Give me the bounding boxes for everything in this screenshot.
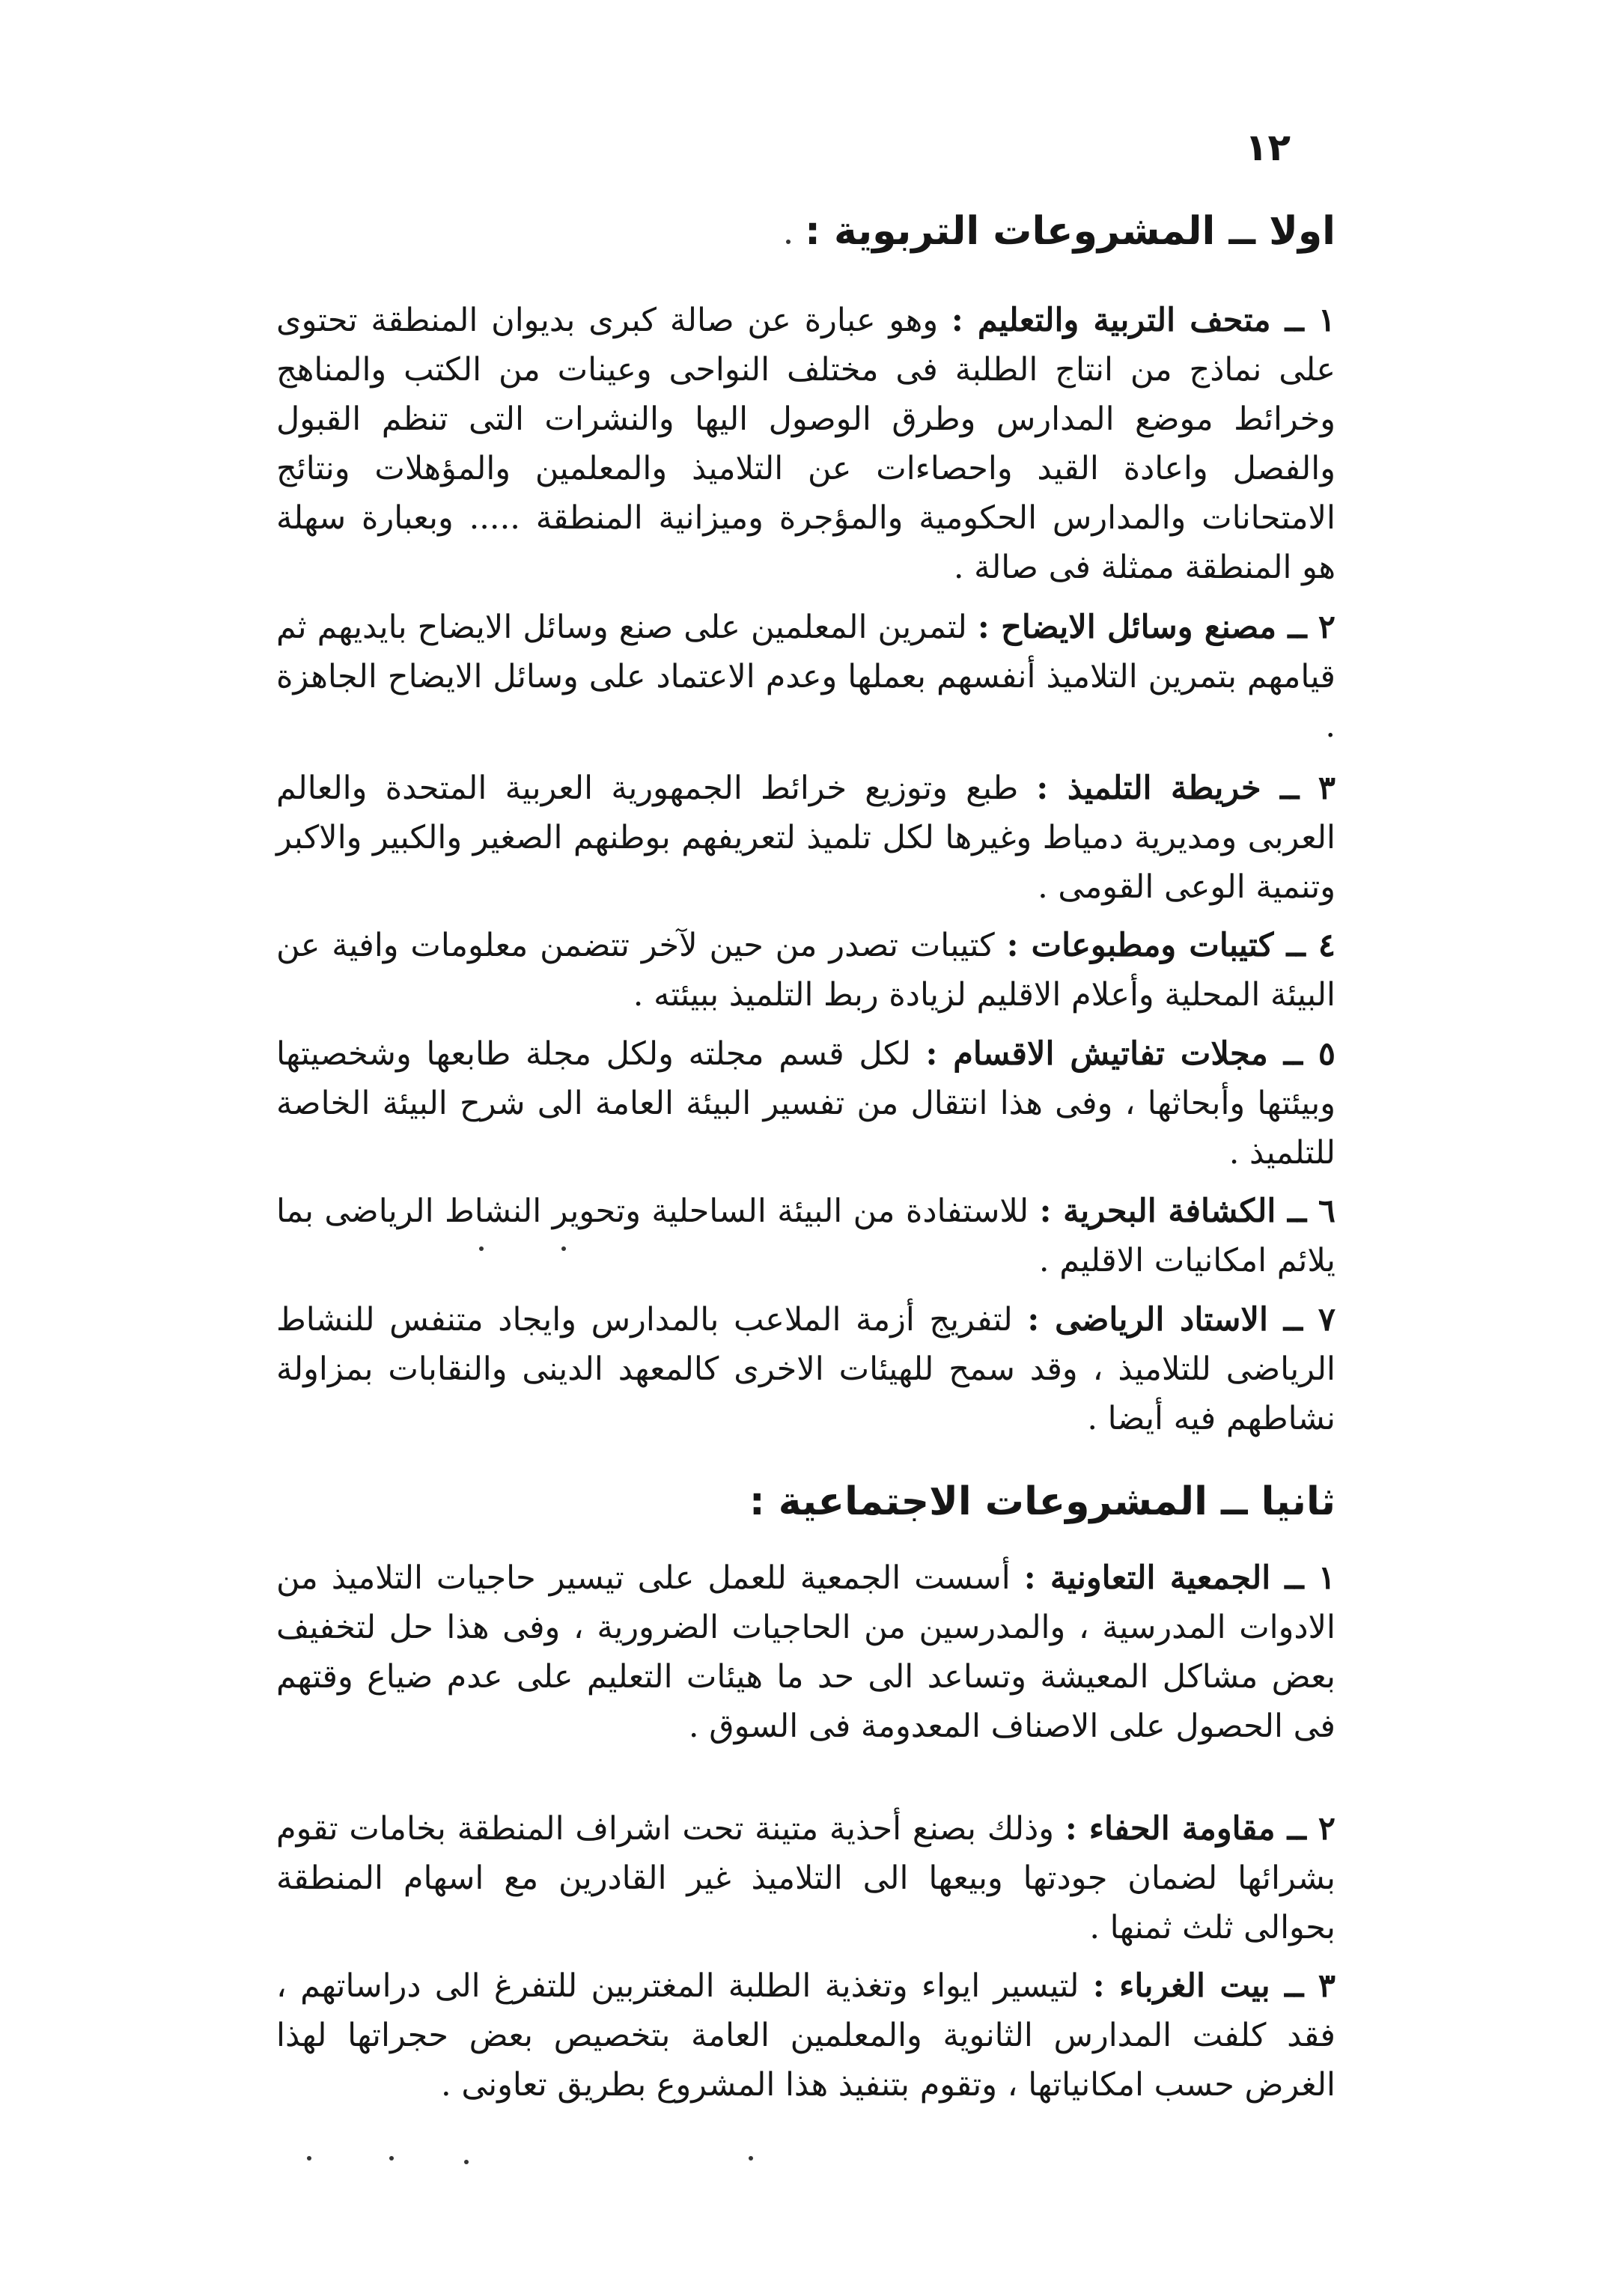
scan-speck (479, 1246, 484, 1251)
paragraph-teaching-aids-factory (276, 603, 1336, 751)
page-number: ١٢ (1244, 126, 1291, 169)
item-label: ١ ــ الجمعية التعاونية : (1023, 1559, 1336, 1597)
paragraph-cooperative-society (276, 1553, 1336, 1751)
scan-speck (561, 1246, 566, 1251)
item-label: ٤ ــ كتيبات ومطبوعات : (1006, 927, 1336, 964)
item-label: ٧ ــ الاستاد الرياضى : (1027, 1301, 1336, 1339)
paragraph-education-museum (276, 296, 1336, 592)
item-label: ٣ ــ بيت الغرباء : (1092, 1967, 1336, 2005)
item-text: كتيبات تصدر من حين لآخر تتضمن معلومات وافية عن البيئة المحلية وأعلام الاقليم لزيادة ربط التلميذ ببيئته . (276, 927, 1336, 1014)
scan-speck (307, 2156, 311, 2161)
scan-speck (464, 2160, 469, 2164)
paragraph-sea-scouts (276, 1187, 1336, 1285)
item-text: وذلك بصنع أحذية متينة تحت اشراف المنطقة بخامات تقوم بشرائها لضمان جودتها وبيعها الى التلاميذ غير القادرين مع اسهام المنطقة بحوالى ثلث ثمنها . (276, 1810, 1336, 1946)
item-label: ٢ ــ مصنع وسائل الايضاح : (977, 609, 1336, 646)
paragraph-barefoot-campaign (276, 1804, 1336, 1952)
paragraph-sports-stadium (276, 1295, 1336, 1443)
item-text: وهو عبارة عن صالة كبرى بديوان المنطقة تحتوى على نماذج من انتاج الطلبة فى مختلف النواحى وعينات من الكتب والمناهج وخرائط موضع المدارس وطرق الوصول اليها والنشرات التى تنظم القبول والفصل واعادة القيد واحصاءات عن التلاميذ والمعلمين والمؤهلات ونتائج الامتحانات والمدارس الحكومية والمؤجرة وميزانية المنطقة ..... وبعبارة سهلة هو المنطقة ممثلة فى صالة . (276, 302, 1336, 586)
scan-speck (786, 240, 791, 244)
item-label: ٣ ــ خريطة التلميذ : (1036, 770, 1336, 807)
item-label: ١ ــ متحف التربية والتعليم : (951, 302, 1336, 339)
section-heading-educational: اولا ــ المشروعات التربوية : (805, 209, 1336, 254)
section-heading-social: ثانيا ــ المشروعات الاجتماعية : (749, 1479, 1336, 1524)
paragraph-inspection-magazines (276, 1029, 1336, 1178)
item-text: أسست الجمعية للعمل على تيسير حاجيات التلاميذ من الادوات المدرسية ، والمدرسين من الحاجيات الضرورية ، وفى هذا حل لتخفيف بعض مشاكل المعيشة وتساعد الى حد ما هيئات التعليم على عدم ضياع وقتهم فى الحصول على الاصناف المعدومة فى السوق . (276, 1559, 1336, 1745)
item-text: لكل قسم مجلته ولكل مجلة طابعها وشخصيتها وبيئتها وأبحاثها ، وفى هذا انتقال من تفسير البيئة العامة الى شرح البيئة الخاصة للتلميذ . (276, 1035, 1336, 1172)
item-label: ٥ ــ مجلات تفاتيش الاقسام : (925, 1035, 1336, 1073)
item-text: لتفريج أزمة الملاعب بالمدارس وايجاد متنفس للنشاط الرياضى للتلاميذ ، وقد سمح للهيئات الاخرى كالمعهد الدينى والنقابات بمزاولة نشاطهم فيه أيضا . (276, 1301, 1336, 1437)
item-text: للاستفادة من البيئة الساحلية وتحوير النشاط الرياضى بما يلائم امكانيات الاقليم . (276, 1193, 1336, 1279)
scan-speck (749, 2156, 753, 2161)
item-text: لتمرين المعلمين على صنع وسائل الايضاح بايديهم ثم قيامهم بتمرين التلاميذ أنفسهم بعملها وعدم الاعتماد على وسائل الايضاح الجاهزة . (276, 609, 1336, 745)
paragraph-student-map (276, 764, 1336, 912)
paragraph-strangers-house (276, 1961, 1336, 2110)
item-label: ٢ ــ مقاومة الحفاء : (1065, 1810, 1336, 1848)
item-text: لتيسير ايواء وتغذية الطلبة المغتربين للتفرغ الى دراساتهم ، فقد كلفت المدارس الثانوية والمعلمين العامة بتخصيص بعض حجراتها لهذا الغرض حسب امكانياتها ، وتقوم بتنفيذ هذا المشروع بطريق تعاونى . (276, 1967, 1336, 2104)
paragraph-booklets (276, 921, 1336, 1020)
item-label: ٦ ــ الكشافة البحرية : (1039, 1193, 1336, 1230)
scan-speck (389, 2156, 394, 2161)
item-text: طبع وتوزيع خرائط الجمهورية العربية المتحدة والعالم العربى ومديرية دمياط وغيرها لكل تلميذ لتعريفهم بوطنهم الصغير والكبير والاكبر وتنمية الوعى القومى . (276, 770, 1336, 906)
